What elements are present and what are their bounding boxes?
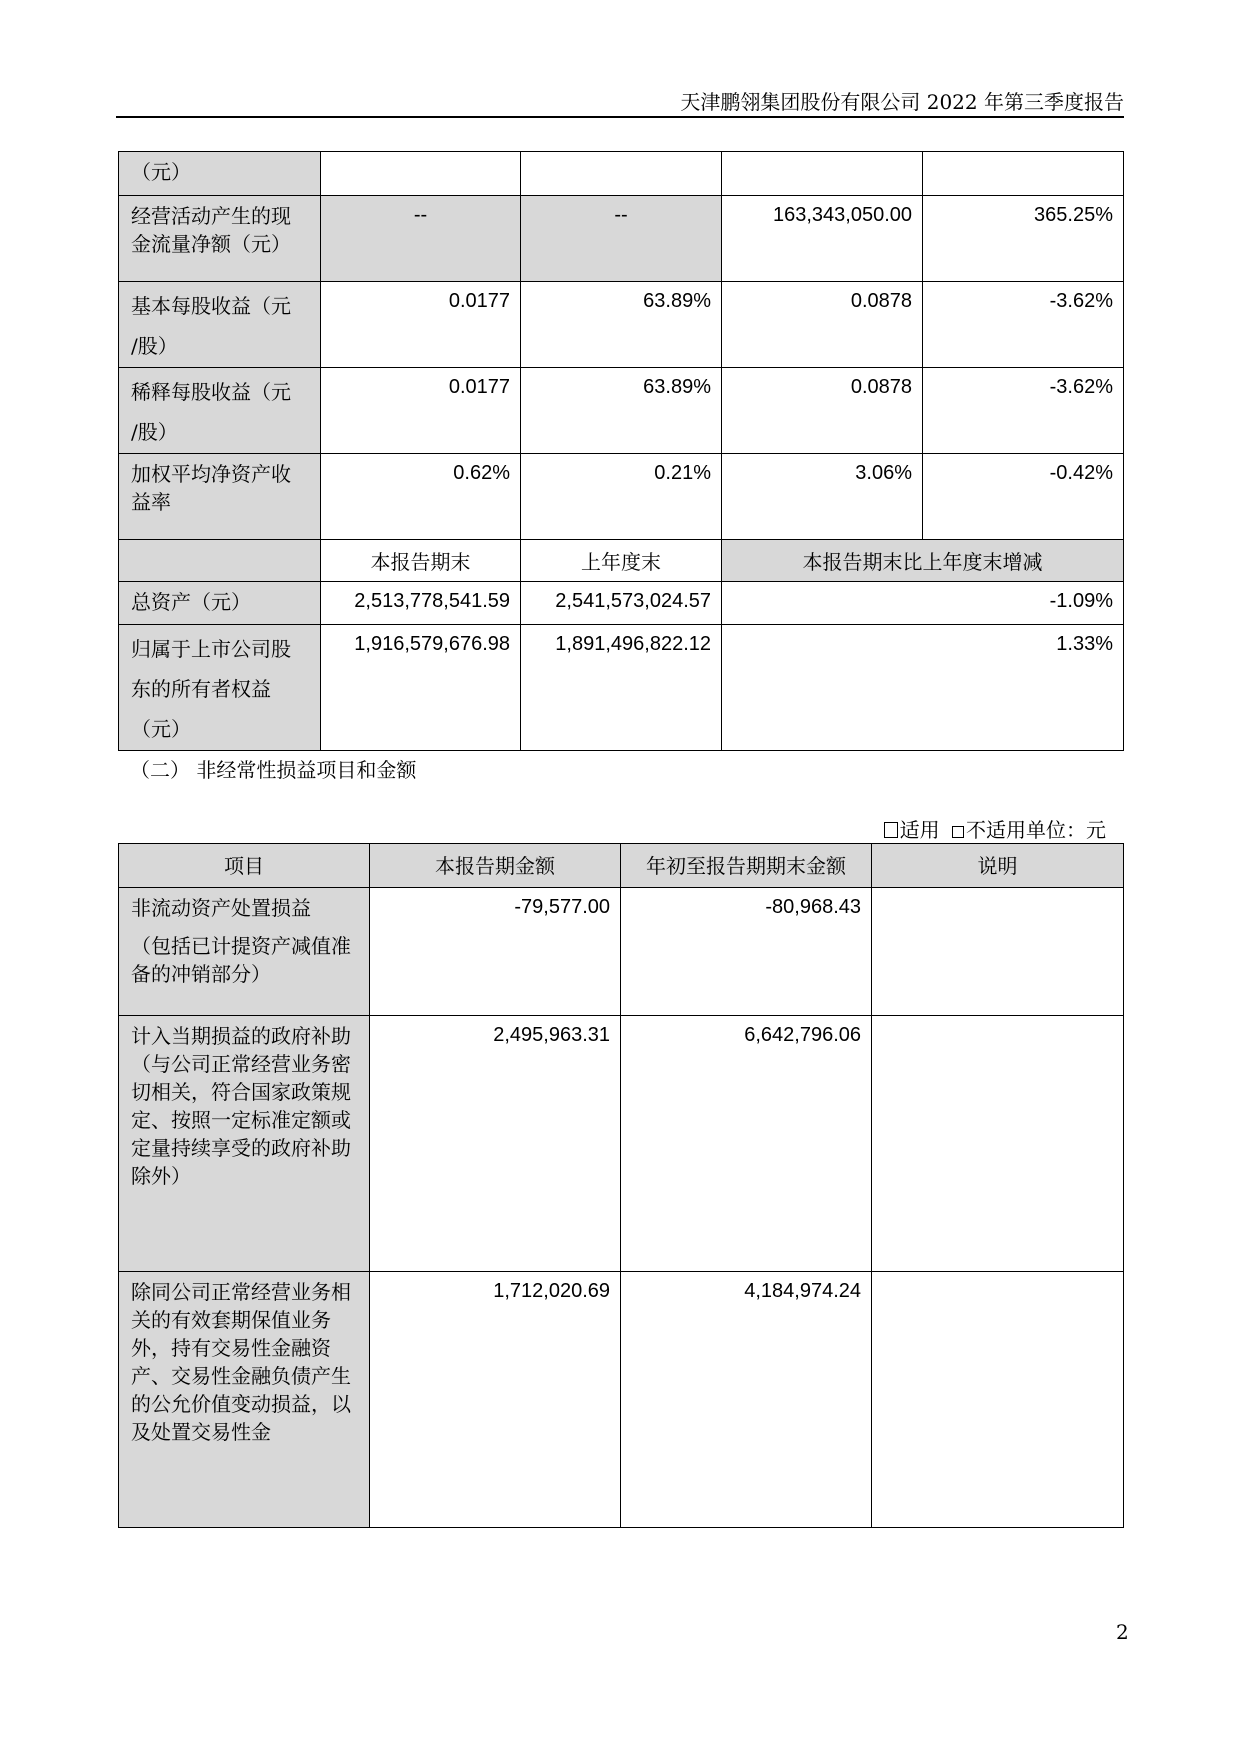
cell-value: 2,495,963.31 [370, 1016, 621, 1272]
cell-value: 0.0177 [321, 282, 521, 368]
row-label: 稀释每股收益（元 /股） [119, 368, 321, 454]
cell-value: 163,343,050.00 [722, 196, 923, 282]
table-subheader-row [119, 540, 1124, 582]
report-title: 天津鹏翎集团股份有限公司 2022 年第三季度报告 [680, 90, 1124, 114]
table-row [119, 625, 1124, 751]
cell-value: 1,891,496,822.12 [521, 625, 722, 751]
cell-value: 1,916,579,676.98 [321, 625, 521, 751]
cell-note [872, 1272, 1124, 1528]
row-label: （元） [119, 152, 321, 196]
cell-value: -79,577.00 [370, 888, 621, 1016]
non-recurring-items-table [118, 843, 1124, 1528]
column-header: 本报告期末比上年度末增减 [722, 540, 1124, 582]
cell-value: -80,968.43 [621, 888, 872, 1016]
cell-value: 0.62% [321, 454, 521, 540]
cell-value: 1,712,020.69 [370, 1272, 621, 1528]
cell-value: 6,642,796.06 [621, 1016, 872, 1272]
applicable-label: 适用 [899, 818, 940, 842]
table-row [119, 582, 1124, 625]
cell-value: 63.89% [521, 282, 722, 368]
section-title: （二） 非经常性损益项目和金额 [130, 758, 417, 782]
row-label: 计入当期损益的政府补助（与公司正常经营业务密切相关，符合国家政策规定、按照一定标准定额或定量持续享受的政府补助除外） [119, 1016, 370, 1272]
table-header-row [119, 844, 1124, 888]
table-row [119, 1016, 1124, 1272]
cell-note [872, 1016, 1124, 1272]
table-row [119, 454, 1124, 540]
cell-value: -0.42% [923, 454, 1124, 540]
row-label: 经营活动产生的现金流量净额（元） [119, 196, 321, 282]
row-label: 非流动资产处置损益 （包括已计提资产减值准备的冲销部分） [119, 888, 370, 1016]
checked-box-icon [884, 822, 898, 838]
column-header: 说明 [872, 844, 1124, 888]
not-applicable-label: 不适用 [966, 818, 1026, 842]
table-row [119, 1272, 1124, 1528]
row-label: 加权平均净资产收益率 [119, 454, 321, 540]
cell-value: 0.0878 [722, 282, 923, 368]
cell-value: 0.21% [521, 454, 722, 540]
row-label: 总资产（元） [119, 582, 321, 625]
cell-value: -3.62% [923, 282, 1124, 368]
column-header: 上年度末 [521, 540, 722, 582]
financial-data-table [118, 151, 1124, 751]
cell-value: 0.0878 [722, 368, 923, 454]
column-header: 本报告期金额 [370, 844, 621, 888]
cell-value: -1.09% [722, 582, 1124, 625]
table-row [119, 888, 1124, 1016]
table-row [119, 282, 1124, 368]
cell-value: 1.33% [722, 625, 1124, 751]
cell-value: -- [321, 196, 521, 282]
cell-value: 0.0177 [321, 368, 521, 454]
cell-note [872, 888, 1124, 1016]
row-label: 归属于上市公司股 东的所有者权益 （元） [119, 625, 321, 751]
unit-label: 单位：元 [1026, 818, 1106, 842]
column-header: 项目 [119, 844, 370, 888]
unchecked-box-icon [952, 826, 964, 838]
cell-value: 2,541,573,024.57 [521, 582, 722, 625]
column-header: 本报告期末 [321, 540, 521, 582]
cell-value: -3.62% [923, 368, 1124, 454]
table-row [119, 152, 1124, 196]
page-header [116, 88, 1124, 118]
table-row [119, 196, 1124, 282]
cell-value: 4,184,974.24 [621, 1272, 872, 1528]
row-label: 除同公司正常经营业务相关的有效套期保值业务外，持有交易性金融资产、交易性金融负债产生的公允价值变动损益，以及处置交易性金 [119, 1272, 370, 1528]
cell-value: -- [521, 196, 722, 282]
cell-value: 3.06% [722, 454, 923, 540]
column-header: 年初至报告期期末金额 [621, 844, 872, 888]
cell-value: 2,513,778,541.59 [321, 582, 521, 625]
page-number: 2 [1116, 1620, 1129, 1644]
cell-value: 63.89% [521, 368, 722, 454]
cell-value: 365.25% [923, 196, 1124, 282]
row-label: 基本每股收益（元 /股） [119, 282, 321, 368]
applicability-line [884, 816, 1106, 844]
table-row [119, 368, 1124, 454]
